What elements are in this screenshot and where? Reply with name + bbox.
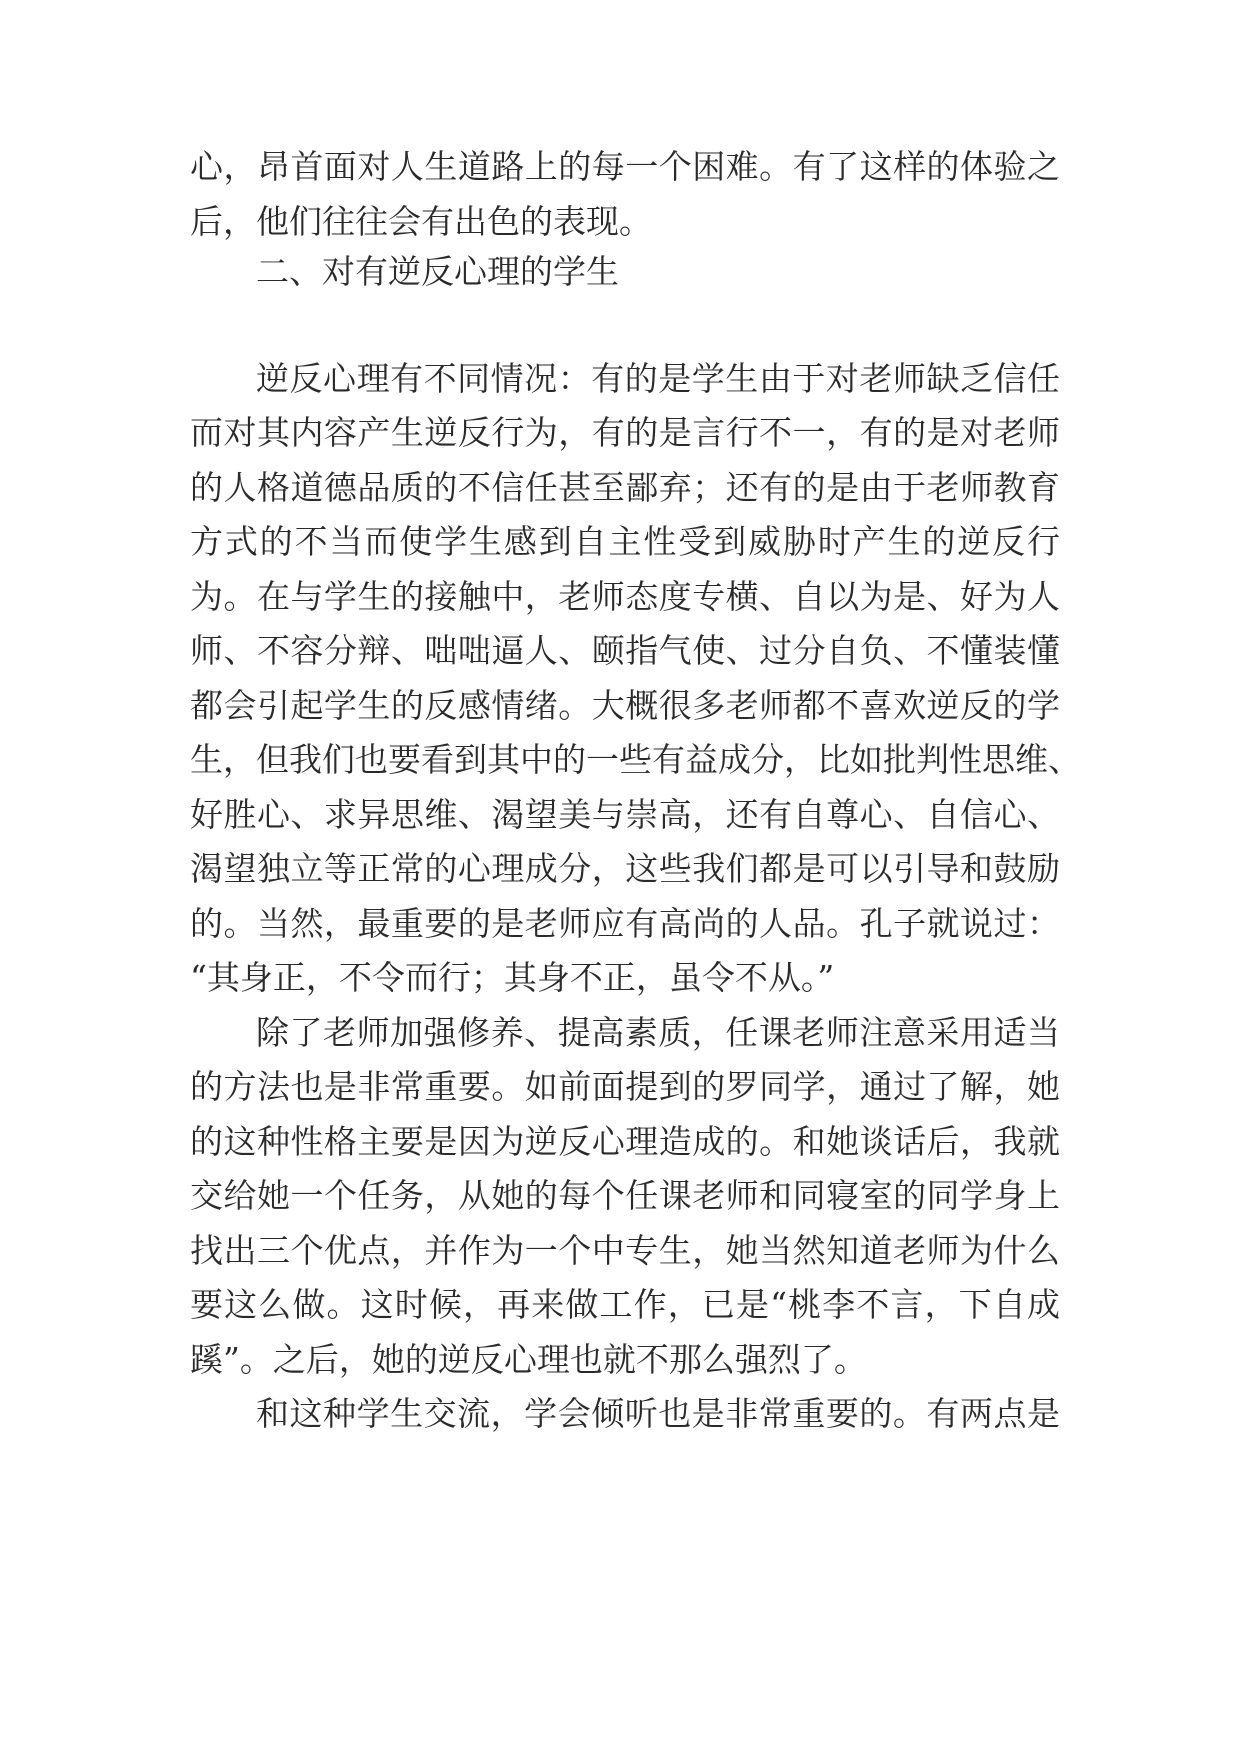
section-heading: 二、对有逆反心理的学生 <box>256 252 619 291</box>
quote-line: “其身正，不令而行；其身不正，虽令不从。” <box>190 958 835 997</box>
body-text-line: 都会引起学生的反感情绪。大概很多老师都不喜欢逆反的学 <box>190 686 1060 725</box>
body-text-line: 好胜心、求异思维、渴望美与崇高，还有自尊心、自信心、 <box>190 795 1060 834</box>
body-text-line: 的。当然，最重要的是老师应有高尚的人品。孔子就说过： <box>190 904 1060 943</box>
body-text-line: 为。在与学生的接触中，老师态度专横、自以为是、好为人 <box>190 577 1060 616</box>
body-text-line: 生，但我们也要看到其中的一些有益成分，比如批判性思维、 <box>190 740 1081 779</box>
body-text-line: 的方法也是非常重要。如前面提到的罗同学，通过了解，她 <box>190 1067 1060 1106</box>
body-text-line: 渴望独立等正常的心理成分，这些我们都是可以引导和鼓励 <box>190 849 1060 888</box>
body-text-line: 交给她一个任务，从她的每个任课老师和同寝室的同学身上 <box>190 1176 1060 1215</box>
body-text-line: 心，昂首面对人生道路上的每一个困难。有了这样的体验之 <box>190 147 1060 186</box>
paragraph-first-line: 除了老师加强修养、提高素质，任课老师注意采用适当 <box>256 1013 1060 1052</box>
body-text-line: 蹊”。之后，她的逆反心理也就不那么强烈了。 <box>190 1340 867 1379</box>
body-text-line: 而对其内容产生逆反行为，有的是言行不一，有的是对老师 <box>190 413 1060 452</box>
body-text-line: 后，他们往往会有出色的表现。 <box>190 202 652 241</box>
body-text-line: 的这种性格主要是因为逆反心理造成的。和她谈话后，我就 <box>190 1122 1060 1161</box>
paragraph-first-line: 和这种学生交流，学会倾听也是非常重要的。有两点是 <box>256 1394 1060 1433</box>
body-text-line: 要这么做。这时候，再来做工作，已是“桃李不言，下自成 <box>190 1285 1060 1324</box>
paragraph-first-line: 逆反心理有不同情况：有的是学生由于对老师缺乏信任 <box>256 359 1060 398</box>
body-text-line: 师、不容分辩、咄咄逼人、颐指气使、过分自负、不懂装懂 <box>190 631 1060 670</box>
body-text-line: 找出三个优点，并作为一个中专生，她当然知道老师为什么 <box>190 1231 1060 1270</box>
body-text-line: 的人格道德品质的不信任甚至鄙弃；还有的是由于老师教育 <box>190 468 1060 507</box>
body-text-line: 方式的不当而使学生感到自主性受到威胁时产生的逆反行 <box>190 522 1060 561</box>
